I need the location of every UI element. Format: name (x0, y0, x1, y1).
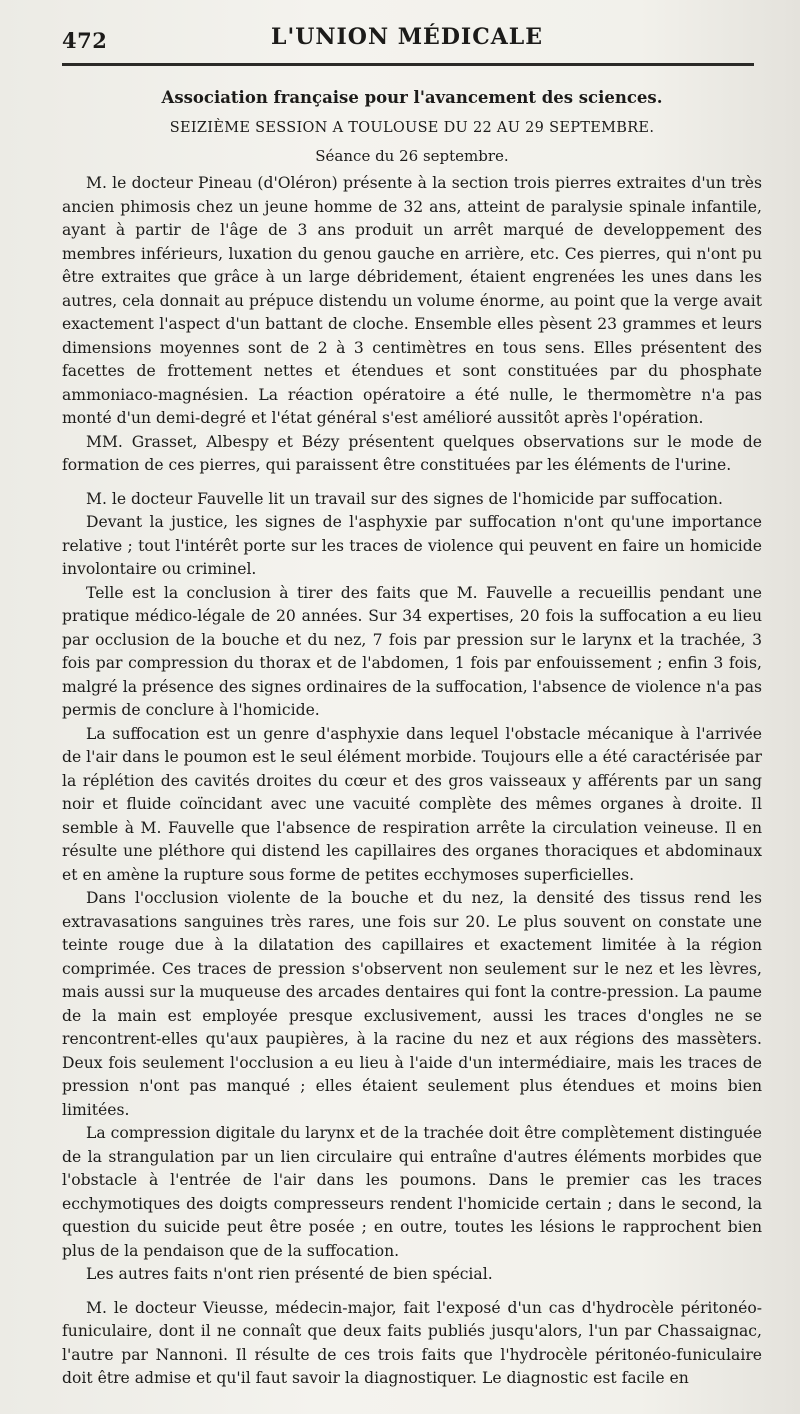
page-number: 472 (62, 28, 108, 53)
paragraph-grasset: MM. Grasset, Albespy et Bézy présentent quelques observations sur le mode de formation de ces pierres, qui paraissent être constituées par les éléments de l'urine. (62, 432, 762, 474)
session-subtitle: SEIZIÈME SESSION A TOULOUSE DU 22 AU 29 SEPTEMBRE. (169, 120, 655, 136)
paragraph-autres-faits: Les autres faits n'ont rien présenté de bien spécial. (86, 1265, 493, 1283)
paragraph-occlusion: Dans l'occlusion violente de la bouche et du nez, la densité des tissus rend les extravasations sanguines très rares, une fois sur 20. Le plus souvent on constate une teinte rouge due à la dilatation des capillaires et exactement limitée à la région comprimée. Ces traces de pression s'observent non seulement sur le nez et les lèvres, mais aussi sur la muqueuse des arcades dentaires qui font la contre-pression. La paume de la main est employée presque exclusivement, aussi les traces d'ongles ne se rencontrent-elles qu'aux paupières, à la racine du nez et aux régions des massèters. Deux fois seulement l'occlusion a eu lieu à l'aide d'un intermédiaire, mais les traces de pression n'ont pas manqué ; elles étaient seulement plus étendues et moins bien limitées. (62, 889, 762, 1119)
page-header (62, 20, 752, 60)
running-title: L'UNION MÉDICALE (270, 24, 544, 50)
paragraph-suffocation: La suffocation est un genre d'asphyxie dans lequel l'obstacle mécanique à l'arrivée de l'air dans le poumon est le seul élément morbide. Toujours elle a été caractérisée par la réplétion des cavités droites du cœur et des gros vaisseaux y afférents par un sang noir et fluide coïncidant avec une vacuité complète des mêmes organes à droite. Il semble à M. Fauvelle que l'absence de respiration arrête la circulation veineuse. Il en résulte une pléthore qui distend les capillaires des organes thoraciques et abdominaux et en amène la rupture sous forme de petites ecchymoses superficielles. (62, 724, 762, 884)
paragraph-fauvelle-intro: M. le docteur Fauvelle lit un travail sur des signes de l'homicide par suffocation. (86, 489, 723, 508)
header-rule (62, 63, 754, 66)
paragraph-vieusse: M. le docteur Vieusse, médecin-major, fait l'exposé d'un cas d'hydrocèle péritonéo-funiculaire, dont il ne connaît que deux faits publiés jusqu'alors, l'un par Chassaignac, l'autre par Nannoni. Il résulte de ces trois faits que l'hydrocèle péritonéo-funiculaire doit être admise et qu'il faut savoir la diagnostiquer. Le diagnostic est facile en (62, 1298, 762, 1387)
section-title: Association française pour l'avancement des sciences. (161, 88, 663, 107)
paragraph-justice: Devant la justice, les signes de l'asphyxie par suffocation n'ont qu'une importance relative ; tout l'intérêt porte sur les traces de violence qui peuvent en faire un homicide involontaire ou criminel. (62, 513, 762, 578)
seance-date: Séance du 26 septembre. (315, 147, 509, 165)
paragraph-compression: La compression digitale du larynx et de la trachée doit être complètement distinguée de la strangulation par un lien circulaire qui entraîne d'autres éléments morbides que l'obstacle à l'entrée de l'air dans les poumons. Dans le premier cas les traces ecchymotiques des doigts compresseurs rendent l'homicide certain ; dans le second, la question du suicide peut être posée ; en outre, toutes les lésions le rapprochent bien plus de la pendaison que de la suffocation. (62, 1124, 762, 1260)
article-body (62, 86, 762, 1391)
paragraph-conclusion: Telle est la conclusion à tirer des faits que M. Fauvelle a recueillis pendant une pratique médico-légale de 20 années. Sur 34 expertises, 20 fois la suffocation a eu lieu par occlusion de la bouche et du nez, 7 fois par pression sur le larynx et la trachée, 3 fois par compression du thorax et de l'abdomen, 1 fois par enfouissement ; enfin 3 fois, malgré la présence des signes ordinaires de la suffocation, l'absence de violence n'a pas permis de conclure à l'homicide. (62, 583, 762, 719)
paragraph-pineau: M. le docteur Pineau (d'Oléron) présente à la section trois pierres extraites d'un très ancien phimosis chez un jeune homme de 32 ans, atteint de paralysie spinale infantile, ayant à partir de l'âge de 3 ans produit un arrêt marqué de developpement des membres inférieurs, luxation du genou gauche en arrière, etc. Ces pierres, qui n'ont pu être extraites que grâce à un large débridement, étaient engrenées les unes dans les autres, cela donnait au prépuce distendu un volume énorme, au point que la verge avait exactement l'aspect d'un battant de cloche. Ensemble elles pèsent 23 grammes et leurs dimensions moyennes sont de 2 à 3 centimètres en tous sens. Elles présentent des facettes de frottement nettes et étendues et sont constituées par du phosphate ammoniaco-magnésien. La réaction opératoire a été nulle, le thermomètre n'a pas monté d'un demi-degré et l'état général s'est amélioré aussitôt après l'opération. (62, 174, 762, 427)
